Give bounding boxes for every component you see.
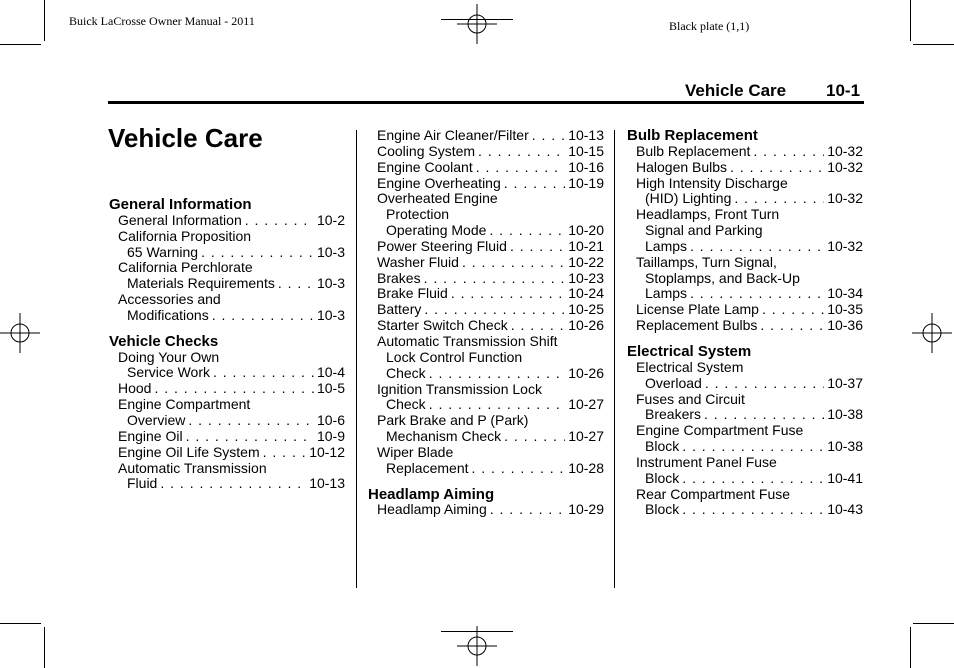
toc-entry[interactable] bbox=[377, 191, 604, 239]
toc-entry-text: Block bbox=[645, 439, 680, 455]
toc-entry-text: Rear Compartment Fuse bbox=[636, 486, 791, 502]
page-number: 10-1 bbox=[826, 81, 861, 100]
toc-entry-text: Automatic Transmission bbox=[118, 460, 267, 476]
toc-entry[interactable] bbox=[377, 176, 604, 192]
toc-entry-text: California Proposition bbox=[118, 228, 252, 244]
toc-entry-text: Overload bbox=[645, 375, 702, 391]
toc-entry[interactable] bbox=[118, 260, 345, 292]
dot-leader bbox=[690, 239, 824, 255]
toc-entry-text: California Perchlorate bbox=[118, 260, 253, 276]
dot-leader bbox=[504, 176, 565, 192]
toc-entry-text: Engine Oil bbox=[118, 428, 183, 444]
dot-leader bbox=[213, 365, 314, 381]
toc-entry-text: Materials Requirements bbox=[127, 276, 275, 292]
toc-entry-text: Engine Overheating bbox=[377, 175, 501, 191]
toc-entry[interactable] bbox=[377, 302, 604, 318]
dot-leader bbox=[424, 271, 566, 287]
toc-entry-text: Modifications bbox=[127, 307, 209, 323]
toc-entry-text: Check bbox=[386, 397, 426, 413]
toc-entry-text: Breakers bbox=[645, 407, 702, 423]
toc-entry-text: Fuses and Circuit bbox=[636, 391, 745, 407]
dot-leader bbox=[451, 286, 565, 302]
toc-page-number: 10-25 bbox=[568, 302, 604, 318]
toc-page-number: 10-27 bbox=[568, 397, 604, 413]
dot-leader bbox=[682, 439, 824, 455]
toc-entry[interactable] bbox=[636, 255, 863, 303]
dot-leader bbox=[760, 318, 824, 334]
toc-page-number: 10-41 bbox=[827, 470, 863, 486]
toc-entry-text: Brakes bbox=[377, 270, 421, 286]
toc-entry-text: Cooling System bbox=[377, 143, 476, 159]
dot-leader bbox=[730, 160, 824, 176]
registration-mark-icon bbox=[0, 313, 40, 353]
dot-leader bbox=[278, 276, 314, 292]
dot-leader bbox=[510, 239, 565, 255]
toc-page-number: 10-2 bbox=[316, 212, 345, 228]
toc-entry[interactable] bbox=[118, 213, 345, 229]
toc-entry[interactable] bbox=[636, 423, 863, 455]
toc-entry[interactable] bbox=[118, 229, 345, 261]
toc-page-number: 10-21 bbox=[568, 238, 604, 254]
toc-entry-text: Operating Mode bbox=[386, 223, 487, 239]
dot-leader bbox=[160, 476, 306, 492]
toc-entry-text: 65 Warning bbox=[127, 244, 199, 260]
toc-entry[interactable] bbox=[118, 461, 345, 493]
toc-entry-text: Signal and Parking bbox=[645, 223, 763, 239]
toc-page-number: 10-4 bbox=[316, 365, 345, 381]
toc-entry-text: Block bbox=[645, 470, 680, 486]
toc-page-number: 10-12 bbox=[309, 444, 345, 460]
toc-page-number: 10-13 bbox=[568, 128, 604, 143]
toc-entry-text: Overview bbox=[127, 412, 186, 428]
toc-entry[interactable] bbox=[377, 318, 604, 334]
toc-page-number: 10-29 bbox=[568, 502, 604, 518]
toc-entry[interactable] bbox=[636, 176, 863, 208]
toc-page-number: 10-37 bbox=[827, 375, 863, 391]
toc-page-number: 10-32 bbox=[827, 159, 863, 175]
toc-entry[interactable] bbox=[377, 160, 604, 176]
toc-entry-text: Block bbox=[645, 502, 680, 518]
toc-entry-text: Doing Your Own bbox=[118, 349, 220, 365]
toc-page-number: 10-24 bbox=[568, 286, 604, 302]
toc-section-heading: Vehicle Checks bbox=[109, 332, 219, 350]
dot-leader bbox=[154, 381, 314, 397]
toc-page-number: 10-19 bbox=[568, 175, 604, 191]
toc-entry[interactable] bbox=[636, 455, 863, 487]
dot-leader bbox=[690, 286, 824, 302]
toc-entry-text: Overheated Engine bbox=[377, 191, 498, 207]
toc-entry-text: Lock Control Function bbox=[386, 349, 523, 365]
toc-entry-text: Engine Compartment bbox=[118, 397, 251, 413]
toc-entry-text: Accessories and bbox=[118, 292, 221, 308]
toc-page-number: 10-32 bbox=[827, 238, 863, 254]
toc-column-3 bbox=[627, 128, 863, 518]
toc-entry[interactable] bbox=[377, 502, 604, 518]
dot-leader bbox=[476, 160, 565, 176]
toc-entry-text: Bulb Replacement bbox=[636, 143, 751, 159]
dot-leader bbox=[478, 144, 565, 160]
toc-entry-text: Mechanism Check bbox=[386, 429, 502, 445]
toc-entry[interactable] bbox=[118, 292, 345, 324]
toc-page-number: 10-3 bbox=[316, 276, 345, 292]
crop-mark bbox=[0, 623, 41, 624]
toc-page-number: 10-5 bbox=[316, 381, 345, 397]
toc-entry-text: Stoplamps, and Back-Up bbox=[645, 270, 800, 286]
dot-leader bbox=[201, 245, 314, 261]
toc-page-number: 10-20 bbox=[568, 223, 604, 239]
dot-leader bbox=[429, 366, 566, 382]
dot-leader bbox=[462, 255, 565, 271]
toc-entry-text: Battery bbox=[377, 302, 422, 318]
toc-page-number: 10-43 bbox=[827, 502, 863, 518]
toc-entry-text: Engine Coolant bbox=[377, 159, 473, 175]
toc-entry-text: Lamps bbox=[645, 238, 688, 254]
toc-page-number: 10-27 bbox=[568, 429, 604, 445]
toc-entry-text: Wiper Blade bbox=[377, 444, 454, 460]
toc-entry-text: Lamps bbox=[645, 286, 688, 302]
toc-entry-text: Engine Oil Life System bbox=[118, 444, 260, 460]
registration-mark-icon bbox=[912, 313, 952, 353]
registration-mark-icon bbox=[457, 4, 497, 44]
crop-mark bbox=[913, 623, 954, 624]
toc-page-number: 10-3 bbox=[316, 244, 345, 260]
toc-entry[interactable] bbox=[377, 286, 604, 302]
toc-entry-text: Ignition Transmission Lock bbox=[377, 381, 542, 397]
toc-page-number: 10-36 bbox=[827, 318, 863, 334]
toc-entry[interactable] bbox=[377, 445, 604, 477]
toc-entry-text: Headlamps, Front Turn bbox=[636, 207, 780, 223]
toc-page-number: 10-28 bbox=[568, 460, 604, 476]
header-rule bbox=[108, 101, 864, 104]
toc-entry-text: Starter Switch Check bbox=[377, 318, 508, 334]
toc-page-number: 10-15 bbox=[568, 143, 604, 159]
toc-page-number: 10-32 bbox=[827, 143, 863, 159]
toc-page-number: 10-35 bbox=[827, 302, 863, 318]
dot-leader bbox=[532, 128, 565, 144]
toc-entry-text: Electrical System bbox=[636, 359, 744, 375]
toc-entry-text: (HID) Lighting bbox=[645, 191, 732, 207]
toc-entry-text: Fluid bbox=[127, 476, 158, 492]
toc-section-heading: Electrical System bbox=[627, 342, 752, 360]
dot-leader bbox=[682, 471, 824, 487]
toc-page-number: 10-34 bbox=[827, 286, 863, 302]
dot-leader bbox=[429, 397, 566, 413]
dot-leader bbox=[489, 223, 565, 239]
crop-mark bbox=[44, 0, 45, 41]
toc-entry[interactable] bbox=[118, 397, 345, 429]
toc-entry[interactable] bbox=[636, 160, 863, 176]
toc-page-number: 10-3 bbox=[316, 307, 345, 323]
chapter-title: Vehicle Care bbox=[108, 123, 263, 153]
dot-leader bbox=[705, 376, 824, 392]
toc-page-number: 10-32 bbox=[827, 191, 863, 207]
toc-entry-text: General Information bbox=[118, 212, 242, 228]
toc-entry-text: Washer Fluid bbox=[377, 254, 459, 270]
toc-entry-text: License Plate Lamp bbox=[636, 302, 759, 318]
toc-entry-text: Halogen Bulbs bbox=[636, 159, 728, 175]
toc-page-number: 10-16 bbox=[568, 159, 604, 175]
toc-entry[interactable] bbox=[636, 360, 863, 392]
toc-entry-text: Power Steering Fluid bbox=[377, 238, 507, 254]
toc-entry-text: Protection bbox=[386, 207, 450, 223]
column-divider bbox=[614, 130, 615, 588]
toc-entry[interactable] bbox=[377, 271, 604, 287]
toc-entry-text: Park Brake and P (Park) bbox=[377, 413, 529, 429]
toc-column-2 bbox=[368, 128, 604, 518]
toc-page-number: 10-22 bbox=[568, 254, 604, 270]
plate-label: Black plate (1,1) bbox=[669, 19, 750, 33]
toc-entry[interactable] bbox=[636, 207, 863, 255]
toc-entry[interactable] bbox=[636, 392, 863, 424]
toc-page-number: 10-9 bbox=[316, 428, 345, 444]
toc-entry[interactable] bbox=[377, 128, 604, 144]
toc-entry-text: Replacement bbox=[386, 460, 469, 476]
toc-page-number: 10-26 bbox=[568, 318, 604, 334]
toc-entry[interactable] bbox=[118, 350, 345, 382]
toc-entry-text: Hood bbox=[118, 381, 152, 397]
toc-entry[interactable] bbox=[377, 382, 604, 414]
dot-leader bbox=[212, 308, 314, 324]
toc-column-1 bbox=[109, 183, 345, 492]
toc-entry[interactable] bbox=[636, 318, 863, 334]
dot-leader bbox=[472, 461, 566, 477]
toc-entry[interactable] bbox=[636, 302, 863, 318]
manual-title: Buick LaCrosse Owner Manual - 2011 bbox=[69, 14, 255, 28]
column-divider bbox=[356, 130, 357, 588]
toc-entry[interactable] bbox=[377, 239, 604, 255]
toc-entry[interactable] bbox=[377, 144, 604, 160]
toc-section-heading: Headlamp Aiming bbox=[368, 485, 495, 503]
toc-entry-text: Brake Fluid bbox=[377, 286, 448, 302]
toc-entry-text: Automatic Transmission Shift bbox=[377, 333, 558, 349]
toc-entry[interactable] bbox=[118, 445, 345, 461]
toc-entry-text: Instrument Panel Fuse bbox=[636, 454, 777, 470]
toc-page-number: 10-6 bbox=[316, 412, 345, 428]
toc-entry[interactable] bbox=[377, 413, 604, 445]
toc-entry-text: Taillamps, Turn Signal, bbox=[636, 254, 777, 270]
crop-mark bbox=[910, 627, 911, 668]
dot-leader bbox=[753, 144, 824, 160]
dot-leader bbox=[424, 302, 565, 318]
crop-mark bbox=[913, 44, 954, 45]
dot-leader bbox=[490, 502, 565, 518]
dot-leader bbox=[245, 213, 314, 229]
toc-page-number: 10-38 bbox=[827, 407, 863, 423]
toc-entry-text: Replacement Bulbs bbox=[636, 318, 758, 334]
toc-entry-text: High Intensity Discharge bbox=[636, 175, 788, 191]
toc-entry-text: Engine Air Cleaner/Filter bbox=[377, 128, 529, 143]
dot-leader bbox=[762, 302, 824, 318]
dot-leader bbox=[682, 502, 824, 518]
dot-leader bbox=[188, 413, 314, 429]
toc-entry[interactable] bbox=[377, 334, 604, 382]
toc-page-number: 10-38 bbox=[827, 439, 863, 455]
toc-page-number: 10-26 bbox=[568, 365, 604, 381]
dot-leader bbox=[186, 429, 314, 445]
toc-entry[interactable] bbox=[118, 429, 345, 445]
dot-leader bbox=[504, 429, 565, 445]
toc-page-number: 10-23 bbox=[568, 270, 604, 286]
toc-entry[interactable] bbox=[377, 255, 604, 271]
toc-section-heading: General Information bbox=[109, 196, 252, 213]
registration-mark-icon bbox=[457, 626, 497, 666]
toc-section-heading: Bulb Replacement bbox=[627, 127, 758, 144]
dot-leader bbox=[704, 407, 824, 423]
toc-entry[interactable] bbox=[118, 381, 345, 397]
dot-leader bbox=[511, 318, 565, 334]
toc-entry-text: Service Work bbox=[127, 365, 210, 381]
running-head-section: Vehicle Care bbox=[685, 81, 787, 100]
crop-mark bbox=[910, 0, 911, 41]
crop-mark bbox=[44, 627, 45, 668]
crop-mark bbox=[0, 44, 41, 45]
dot-leader bbox=[734, 191, 824, 207]
toc-entry-text: Headlamp Aiming bbox=[377, 502, 487, 518]
toc-entry[interactable] bbox=[636, 144, 863, 160]
toc-entry[interactable] bbox=[636, 487, 863, 519]
toc-page-number: 10-13 bbox=[309, 476, 345, 492]
toc-entry-text: Engine Compartment Fuse bbox=[636, 423, 804, 439]
toc-entry-text: Check bbox=[386, 365, 426, 381]
dot-leader bbox=[263, 445, 307, 461]
